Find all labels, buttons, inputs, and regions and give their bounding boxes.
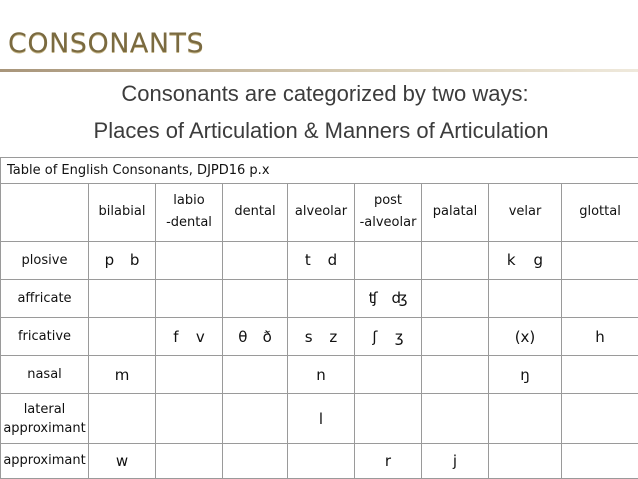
table-cell <box>422 317 489 355</box>
table-cell <box>156 443 223 478</box>
header-corner-cell <box>1 183 89 241</box>
phoneme-symbol: n <box>316 365 326 384</box>
column-header-7 <box>562 183 638 241</box>
phoneme-symbol: (x) <box>514 327 536 346</box>
phoneme-symbol: f <box>173 327 179 346</box>
table-cell <box>156 317 223 355</box>
phoneme-symbol: k <box>506 251 516 270</box>
table-cell <box>355 317 422 355</box>
phoneme-symbol: s <box>304 327 313 346</box>
phoneme-symbol: v <box>195 327 205 346</box>
consonant-table <box>0 157 638 479</box>
phoneme-symbol: t <box>304 251 311 270</box>
table-caption: Table of English Consonants, DJPD16 p.x <box>1 158 638 184</box>
table-cell <box>223 317 288 355</box>
table-row <box>1 356 638 394</box>
table-cell <box>489 394 562 444</box>
phoneme-symbol: p <box>104 251 115 270</box>
phoneme-symbol: g <box>533 251 544 270</box>
phoneme-symbol: ŋ <box>520 365 530 384</box>
table-cell <box>422 279 489 317</box>
table-cell <box>223 394 288 444</box>
slide-title: CONSONANTS <box>8 28 205 59</box>
table-cell <box>422 443 489 478</box>
table-row <box>1 241 638 279</box>
column-header-line: -dental <box>166 215 212 231</box>
column-header-line: labio <box>173 193 205 209</box>
column-header-line: post <box>373 193 403 209</box>
row-label <box>1 394 89 444</box>
table-cell <box>223 241 288 279</box>
table-cell <box>489 317 562 355</box>
table-cell <box>489 279 562 317</box>
row-label-line: plosive <box>21 252 68 268</box>
column-header-line: bilabial <box>98 204 146 220</box>
table-cell <box>355 394 422 444</box>
table-row <box>1 317 638 355</box>
subtitle-line-1: Consonants are categorized by two ways: <box>121 81 529 106</box>
column-header-4 <box>355 183 422 241</box>
title-divider <box>0 69 638 72</box>
phoneme-symbol: ʒ <box>394 327 404 346</box>
table-cell <box>355 443 422 478</box>
column-header-0 <box>89 183 156 241</box>
table-cell <box>156 394 223 444</box>
table-cell <box>355 356 422 394</box>
phoneme-symbol: r <box>384 451 392 470</box>
table-cell <box>89 241 156 279</box>
table-cell <box>562 317 638 355</box>
table-cell <box>489 356 562 394</box>
table-cell <box>562 443 638 478</box>
table-cell <box>562 279 638 317</box>
phoneme-symbol: l <box>318 409 324 428</box>
column-header-1 <box>156 183 223 241</box>
phoneme-symbol: ʃ <box>372 327 378 346</box>
column-header-line: alveolar <box>294 204 348 220</box>
table-cell <box>89 317 156 355</box>
phoneme-symbol: j <box>452 451 458 470</box>
subtitle-line-2: Places of Articulation & Manners of Articulation <box>93 118 549 143</box>
column-header-line: velar <box>508 204 542 220</box>
table-cell <box>562 241 638 279</box>
table-cell <box>562 394 638 444</box>
row-label-line: fricative <box>17 329 72 345</box>
column-header-line: palatal <box>432 204 478 220</box>
row-label-line: approximant <box>3 420 86 436</box>
column-header-6 <box>489 183 562 241</box>
table-cell <box>223 279 288 317</box>
table-cell <box>422 241 489 279</box>
phoneme-symbol: ð <box>262 327 272 346</box>
column-header-5 <box>422 183 489 241</box>
table-cell <box>223 356 288 394</box>
row-label-line: nasal <box>27 367 62 383</box>
row-label <box>1 279 89 317</box>
phoneme-symbol: ʧ <box>368 289 378 308</box>
table-cell <box>156 279 223 317</box>
phoneme-symbol: z <box>329 327 338 346</box>
header-row <box>1 183 638 241</box>
table-cell <box>288 317 355 355</box>
phoneme-symbol: h <box>595 327 605 346</box>
table-cell <box>422 356 489 394</box>
table-cell <box>422 394 489 444</box>
table-cell <box>288 443 355 478</box>
table-cell <box>355 241 422 279</box>
table-cell <box>288 279 355 317</box>
column-header-3 <box>288 183 355 241</box>
table-row <box>1 394 638 444</box>
column-header-2 <box>223 183 288 241</box>
row-label-line: affricate <box>17 290 72 306</box>
row-label <box>1 356 89 394</box>
table-cell <box>156 241 223 279</box>
phoneme-symbol: θ <box>238 327 248 346</box>
table-row <box>1 279 638 317</box>
table-cell <box>355 279 422 317</box>
row-label-line: lateral <box>23 401 66 417</box>
table-cell <box>288 241 355 279</box>
phoneme-symbol: w <box>115 451 129 470</box>
table-cell <box>156 356 223 394</box>
table-cell <box>489 443 562 478</box>
table-cell <box>562 356 638 394</box>
column-header-line: dental <box>234 204 276 220</box>
phoneme-symbol: ʤ <box>391 289 408 308</box>
column-header-line: glottal <box>579 204 621 220</box>
row-label <box>1 241 89 279</box>
row-label <box>1 317 89 355</box>
row-label-line: approximant <box>3 453 86 469</box>
table-cell <box>89 279 156 317</box>
row-label <box>1 443 89 478</box>
table-cell <box>89 356 156 394</box>
table-cell <box>288 356 355 394</box>
table-cell <box>89 394 156 444</box>
table-cell <box>223 443 288 478</box>
table-cell <box>288 394 355 444</box>
phoneme-symbol: m <box>114 365 130 384</box>
table-cell <box>89 443 156 478</box>
phoneme-symbol: d <box>327 251 338 270</box>
column-header-line: -alveolar <box>359 215 417 231</box>
table-row <box>1 443 638 478</box>
table-cell <box>489 241 562 279</box>
phoneme-symbol: b <box>129 251 140 270</box>
